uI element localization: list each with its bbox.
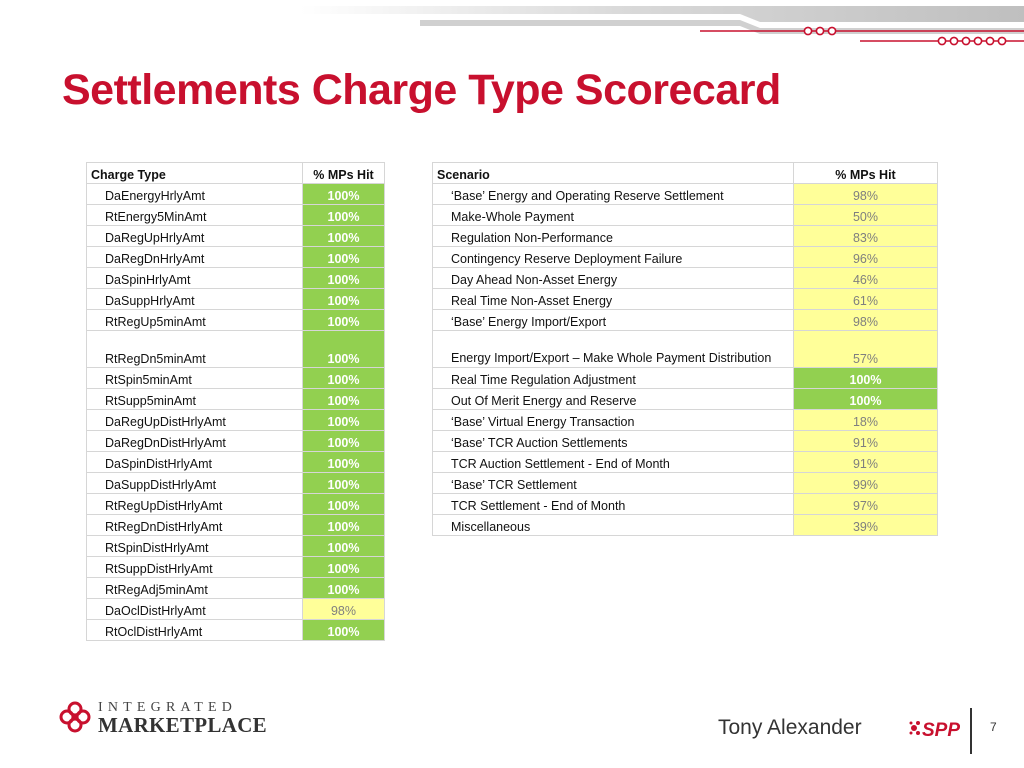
footer-divider — [970, 708, 972, 754]
row-name: RtSpin5minAmt — [87, 368, 303, 389]
row-pct-value: 100% — [303, 226, 385, 247]
row-name: RtSupp5minAmt — [87, 389, 303, 410]
row-name: RtOclDistHrlyAmt — [87, 620, 303, 641]
row-pct-value: 99% — [794, 473, 938, 494]
integrated-marketplace-logo — [58, 700, 267, 737]
row-name: Contingency Reserve Deployment Failure — [433, 247, 794, 268]
table-row — [87, 226, 385, 247]
row-name: ‘Base’ Energy and Operating Reserve Settlement — [433, 184, 794, 205]
table-header-row — [433, 163, 938, 184]
row-pct-value: 100% — [303, 431, 385, 452]
row-pct-value: 100% — [303, 452, 385, 473]
row-pct-value: 100% — [303, 368, 385, 389]
row-pct-value: 100% — [303, 205, 385, 226]
table-row — [433, 310, 938, 331]
table-row — [87, 494, 385, 515]
table-row — [87, 268, 385, 289]
row-pct-value: 91% — [794, 452, 938, 473]
table-row — [87, 452, 385, 473]
table-header-row — [87, 163, 385, 184]
marketplace-emblem-icon — [58, 700, 92, 734]
spp-logo — [908, 714, 960, 744]
row-name: Energy Import/Export – Make Whole Payment Distribution — [433, 331, 794, 368]
table-row — [87, 620, 385, 641]
row-pct-value: 100% — [303, 578, 385, 599]
table-row — [433, 431, 938, 452]
row-pct-value: 100% — [303, 494, 385, 515]
table-row — [87, 389, 385, 410]
table-row — [87, 289, 385, 310]
presenter-name: Tony Alexander — [718, 716, 862, 739]
table-row — [87, 473, 385, 494]
table-row — [87, 410, 385, 431]
table-row — [87, 310, 385, 331]
row-pct-value: 100% — [303, 473, 385, 494]
row-pct-value: 100% — [303, 310, 385, 331]
table-row — [433, 494, 938, 515]
row-name: RtSuppDistHrlyAmt — [87, 557, 303, 578]
row-pct-value: 100% — [303, 268, 385, 289]
row-pct-value: 83% — [794, 226, 938, 247]
column-header-pct: % MPs Hit — [303, 163, 385, 184]
table-row — [87, 536, 385, 557]
row-name: TCR Auction Settlement - End of Month — [433, 452, 794, 473]
row-name: ‘Base’ Virtual Energy Transaction — [433, 410, 794, 431]
row-name: Miscellaneous — [433, 515, 794, 536]
row-name: Real Time Regulation Adjustment — [433, 368, 794, 389]
table-row — [433, 331, 938, 368]
table-row — [87, 247, 385, 268]
row-pct-value: 50% — [794, 205, 938, 226]
table-row — [87, 205, 385, 226]
scenario-table — [432, 162, 938, 536]
row-name: RtRegAdj5minAmt — [87, 578, 303, 599]
table-row — [87, 368, 385, 389]
row-pct-value: 57% — [794, 331, 938, 368]
row-name: ‘Base’ TCR Auction Settlements — [433, 431, 794, 452]
row-name: DaRegDnDistHrlyAmt — [87, 431, 303, 452]
row-pct-value: 100% — [794, 389, 938, 410]
row-name: RtRegUpDistHrlyAmt — [87, 494, 303, 515]
row-pct-value: 61% — [794, 289, 938, 310]
row-name: DaEnergyHrlyAmt — [87, 184, 303, 205]
table-row — [433, 515, 938, 536]
table-row — [87, 331, 385, 368]
logo-text-integrated: INTEGRATED — [98, 700, 238, 715]
row-name: DaRegDnHrlyAmt — [87, 247, 303, 268]
row-name: RtSpinDistHrlyAmt — [87, 536, 303, 557]
row-name: ‘Base’ Energy Import/Export — [433, 310, 794, 331]
table-row — [433, 389, 938, 410]
table-row — [87, 184, 385, 205]
table-row — [433, 289, 938, 310]
row-name: TCR Settlement - End of Month — [433, 494, 794, 515]
spp-logo-text: SPP — [922, 720, 960, 741]
row-name: RtRegUp5minAmt — [87, 310, 303, 331]
page-number: 7 — [990, 720, 997, 734]
row-pct-value: 100% — [794, 368, 938, 389]
row-name: Regulation Non-Performance — [433, 226, 794, 247]
row-pct-value: 91% — [794, 431, 938, 452]
table-row — [433, 247, 938, 268]
row-pct-value: 98% — [794, 310, 938, 331]
table-row — [87, 431, 385, 452]
header-decoration — [0, 0, 1024, 60]
table-row — [433, 452, 938, 473]
table-row — [433, 226, 938, 247]
table-row — [433, 268, 938, 289]
table-row — [433, 368, 938, 389]
row-name: DaSuppHrlyAmt — [87, 289, 303, 310]
row-name: DaOclDistHrlyAmt — [87, 599, 303, 620]
charge-type-table — [86, 162, 385, 641]
column-header-charge-type: Charge Type — [87, 163, 303, 184]
row-name: DaRegUpHrlyAmt — [87, 226, 303, 247]
row-name: Day Ahead Non-Asset Energy — [433, 268, 794, 289]
row-name: DaSpinDistHrlyAmt — [87, 452, 303, 473]
row-name: DaSpinHrlyAmt — [87, 268, 303, 289]
row-pct-value: 97% — [794, 494, 938, 515]
row-pct-value: 98% — [303, 599, 385, 620]
table-row — [433, 205, 938, 226]
row-name: RtRegDn5minAmt — [87, 331, 303, 368]
row-pct-value: 100% — [303, 536, 385, 557]
row-name: Real Time Non-Asset Energy — [433, 289, 794, 310]
table-row — [433, 410, 938, 431]
row-pct-value: 46% — [794, 268, 938, 289]
table-row — [87, 515, 385, 536]
row-pct-value: 100% — [303, 331, 385, 368]
row-pct-value: 18% — [794, 410, 938, 431]
row-name: Make-Whole Payment — [433, 205, 794, 226]
table-row — [433, 473, 938, 494]
table-row — [87, 599, 385, 620]
row-pct-value: 96% — [794, 247, 938, 268]
table-row — [87, 557, 385, 578]
column-header-pct: % MPs Hit — [794, 163, 938, 184]
row-name: ‘Base’ TCR Settlement — [433, 473, 794, 494]
row-pct-value: 39% — [794, 515, 938, 536]
row-pct-value: 100% — [303, 557, 385, 578]
row-pct-value: 100% — [303, 289, 385, 310]
logo-text-marketplace: MARKETPLACE — [98, 713, 267, 737]
table-row — [433, 184, 938, 205]
table-row — [87, 578, 385, 599]
row-pct-value: 100% — [303, 515, 385, 536]
row-name: RtEnergy5MinAmt — [87, 205, 303, 226]
row-pct-value: 100% — [303, 389, 385, 410]
row-name: RtRegDnDistHrlyAmt — [87, 515, 303, 536]
row-pct-value: 100% — [303, 247, 385, 268]
row-pct-value: 100% — [303, 620, 385, 641]
row-name: Out Of Merit Energy and Reserve — [433, 389, 794, 410]
column-header-scenario: Scenario — [433, 163, 794, 184]
row-name: DaSuppDistHrlyAmt — [87, 473, 303, 494]
slide-title: Settlements Charge Type Scorecard — [62, 66, 781, 114]
row-pct-value: 98% — [794, 184, 938, 205]
row-pct-value: 100% — [303, 410, 385, 431]
row-name: DaRegUpDistHrlyAmt — [87, 410, 303, 431]
row-pct-value: 100% — [303, 184, 385, 205]
